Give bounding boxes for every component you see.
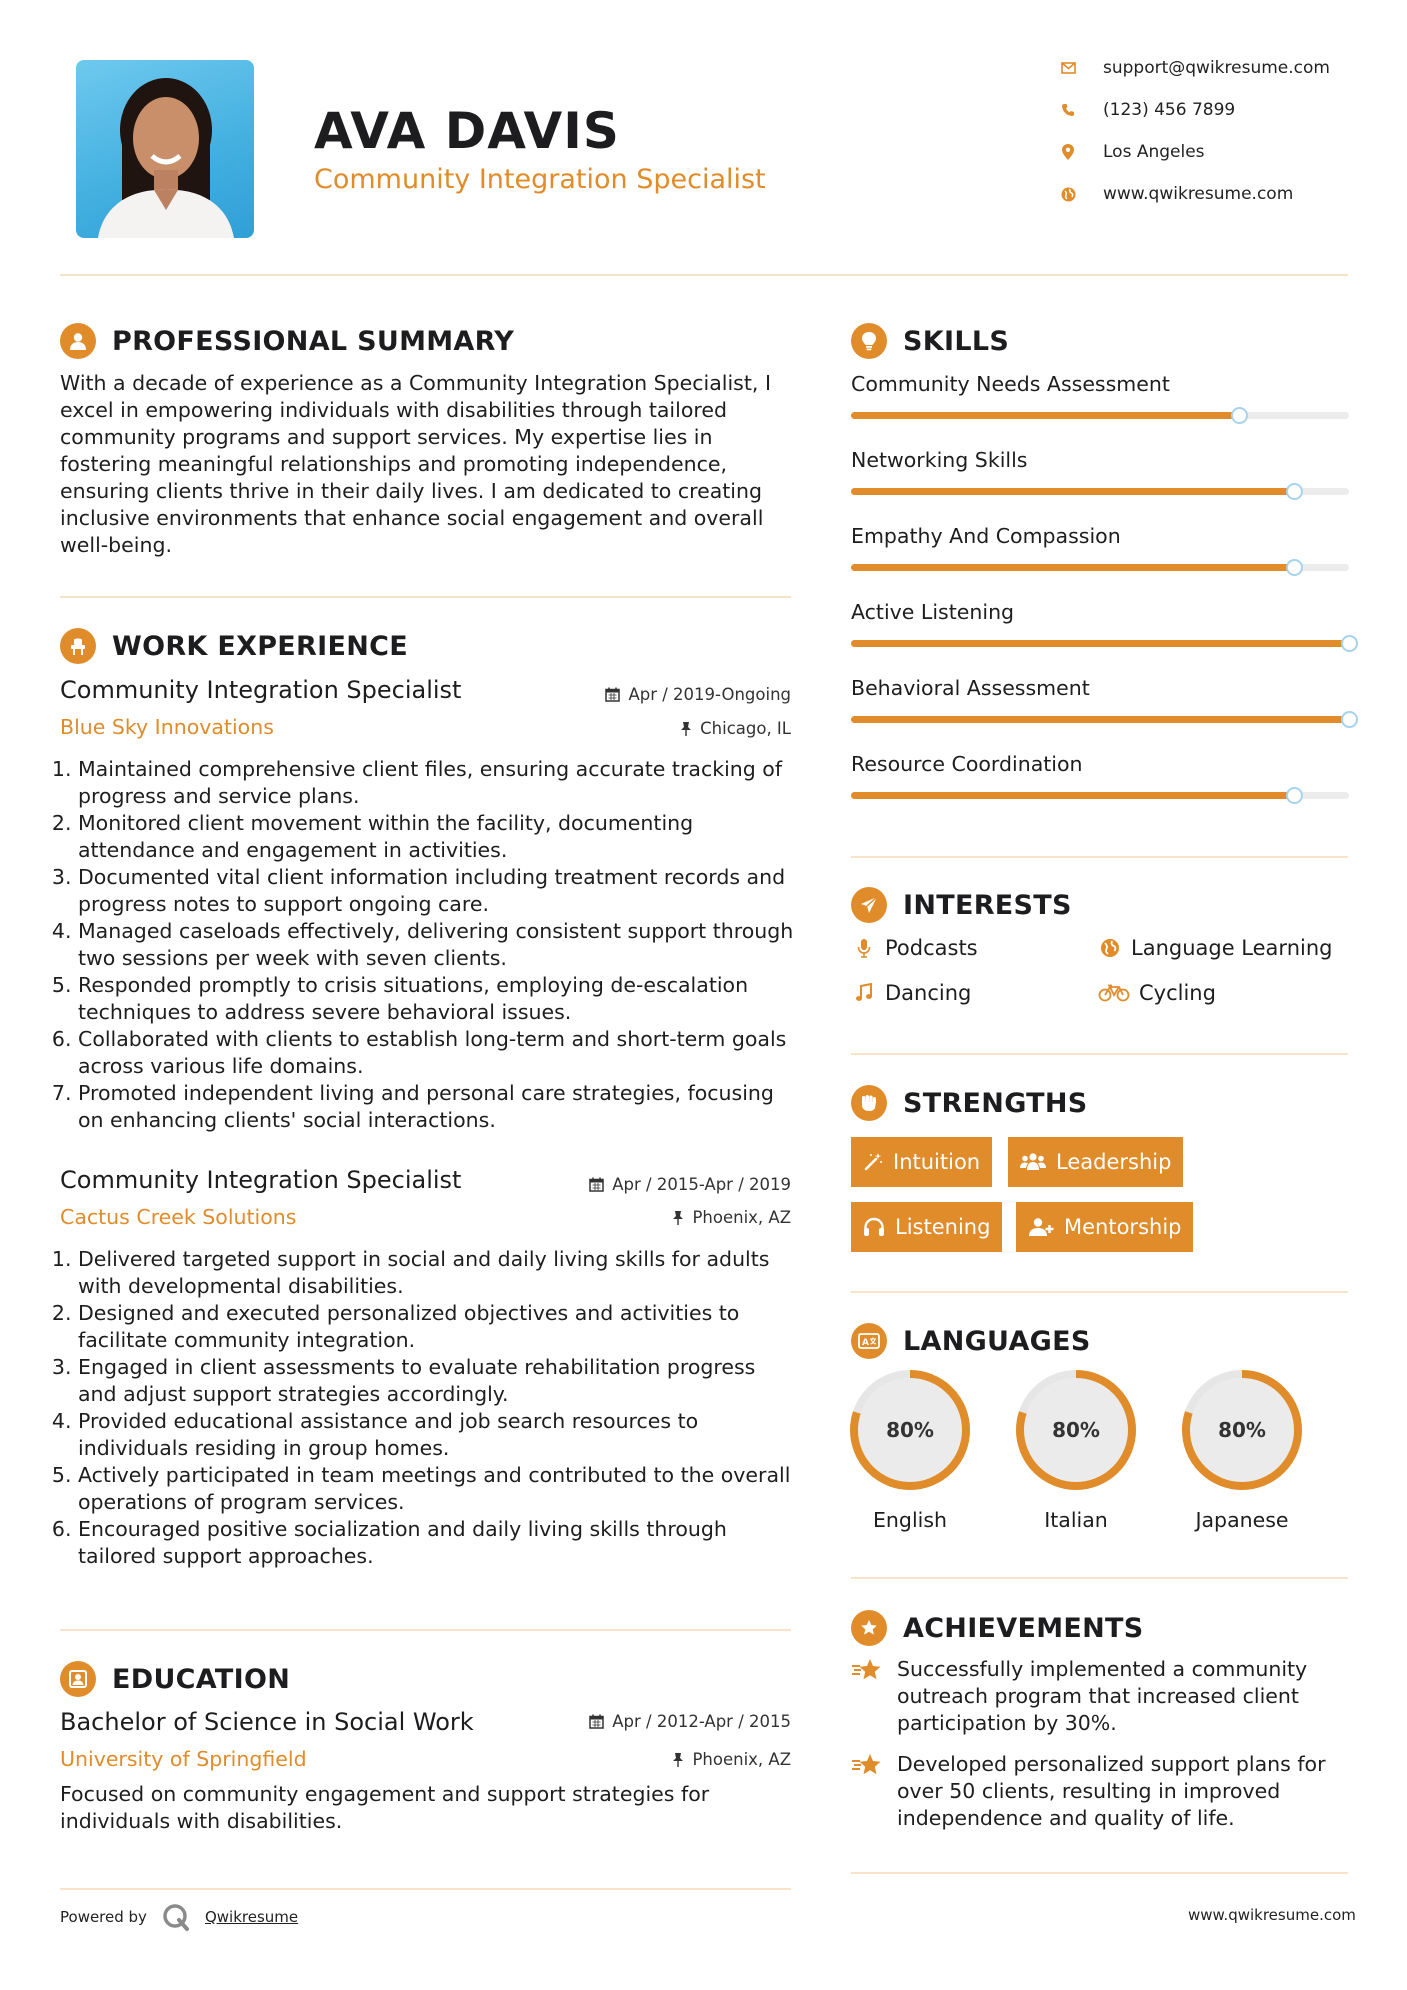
list-item: 5. Responded promptly to crisis situations, employing de-escalation techniques to address severe behavioral issues. [78, 972, 800, 1026]
skill-row [851, 752, 1349, 776]
header-divider [60, 274, 1348, 276]
summary-title: PROFESSIONAL SUMMARY [112, 325, 515, 357]
strengths-divider [851, 1291, 1348, 1293]
interests-title: INTERESTS [903, 889, 1072, 921]
skill-name: Resource Coordination [851, 752, 1083, 776]
skill-track [851, 412, 1349, 419]
skill-fill [851, 488, 1294, 495]
star-icon [851, 1751, 885, 1832]
education-dates [589, 1712, 791, 1731]
strengths-heading [851, 1085, 1088, 1121]
phone-icon [1055, 103, 1081, 117]
list-item: 4. Provided educational assistance and job search resources to individuals residing in group homes. [78, 1408, 800, 1462]
skills-title: SKILLS [903, 325, 1010, 357]
lightbulb-icon [851, 323, 887, 359]
strength-tag-leadership [1008, 1137, 1183, 1187]
pushpin-icon [680, 721, 692, 736]
calendar-icon [605, 687, 620, 702]
contact-email[interactable] [1055, 58, 1330, 78]
job-location [680, 719, 791, 738]
skill-name: Networking Skills [851, 448, 1028, 472]
achievements-title: ACHIEVEMENTS [903, 1612, 1144, 1644]
contact-phone[interactable] [1055, 100, 1235, 120]
list-item: 6. Encouraged positive socialization and daily living skills through tailored support approaches. [78, 1516, 800, 1570]
skill-slider-knob[interactable] [1341, 711, 1358, 728]
magic-wand-icon [863, 1152, 883, 1172]
skills-divider [851, 856, 1348, 858]
strength-label: Listening [895, 1215, 991, 1239]
list-item: 5. Actively participated in team meetings and contributed to the overall operations of program services. [78, 1462, 800, 1516]
list-item: 1. Maintained comprehensive client files, ensuring accurate tracking of progress and service plans. [78, 756, 800, 810]
language-percent: 80% [1218, 1418, 1266, 1442]
microphone-icon [851, 938, 877, 958]
language-percent: 80% [1052, 1418, 1100, 1442]
skill-track [851, 716, 1349, 723]
skill-name: Community Needs Assessment [851, 372, 1170, 396]
briefcase-icon [60, 628, 96, 664]
languages-heading [851, 1323, 1091, 1359]
language-percent: 80% [886, 1418, 934, 1442]
interest-item [851, 936, 978, 960]
footer-powered-by [60, 1902, 298, 1932]
interest-item [851, 981, 971, 1005]
contact-location-text: Los Angeles [1103, 142, 1205, 162]
strength-label: Mentorship [1064, 1215, 1182, 1239]
brand-link[interactable]: Qwikresume [204, 1908, 299, 1926]
fist-icon [851, 1085, 887, 1121]
list-item: 3. Engaged in client assessments to evaluate rehabilitation progress and adjust support strategies accordingly. [78, 1354, 800, 1408]
skill-slider-knob[interactable] [1341, 635, 1358, 652]
interest-label: Dancing [885, 981, 972, 1005]
language-item [1014, 1368, 1138, 1532]
skill-row [851, 448, 1349, 472]
education-dates-text: Apr / 2012-Apr / 2015 [612, 1712, 791, 1731]
interest-label: Language Learning [1131, 936, 1333, 960]
job-dates [605, 685, 791, 704]
bicycle-icon [1097, 984, 1131, 1002]
candidate-role: Community Integration Specialist [314, 164, 766, 195]
list-item: 7. Promoted independent living and personal care strategies, focusing on enhancing clients' social interactions. [78, 1080, 800, 1134]
languages-divider [851, 1577, 1348, 1579]
skill-row [851, 372, 1349, 396]
skill-track [851, 792, 1349, 799]
education-location [672, 1750, 791, 1769]
contact-location [1055, 142, 1205, 162]
contact-website-text: www.qwikresume.com [1103, 184, 1294, 204]
calendar-icon [589, 1177, 604, 1192]
job-title: Community Integration Specialist [60, 676, 462, 704]
language-name: Italian [1044, 1508, 1108, 1532]
skill-slider-knob[interactable] [1231, 407, 1248, 424]
map-pin-icon [1055, 144, 1081, 160]
strength-label: Leadership [1056, 1150, 1172, 1174]
profile-photo [76, 60, 254, 238]
school-name: University of Springfield [60, 1747, 307, 1771]
job-company: Blue Sky Innovations [60, 715, 274, 739]
globe-icon [1055, 187, 1081, 202]
skill-name: Active Listening [851, 600, 1015, 624]
experience-heading [60, 628, 408, 664]
skill-track [851, 564, 1349, 571]
summary-divider [60, 596, 791, 598]
experience-title: WORK EXPERIENCE [112, 630, 408, 662]
users-icon [1020, 1152, 1046, 1172]
job-location-text: Phoenix, AZ [692, 1208, 791, 1227]
language-name: Japanese [1195, 1508, 1289, 1532]
skill-track [851, 640, 1349, 647]
skill-slider-knob[interactable] [1286, 787, 1303, 804]
list-item: 6. Collaborated with clients to establish long-term and short-term goals across various life domains. [78, 1026, 800, 1080]
interests-divider [851, 1053, 1348, 1055]
list-item: 2. Monitored client movement within the facility, documenting attendance and engagement in activities. [78, 810, 800, 864]
user-icon [60, 323, 96, 359]
skill-name: Behavioral Assessment [851, 676, 1090, 700]
skills-heading [851, 323, 1009, 359]
job-location [672, 1208, 791, 1227]
calendar-icon [589, 1714, 604, 1729]
envelope-icon [1055, 62, 1081, 74]
achievement-text: Developed personalized support plans for over 50 clients, resulting in improved independence and quality of life. [897, 1752, 1326, 1830]
headphones-icon [863, 1217, 885, 1237]
list-item: 1. Delivered targeted support in social and daily living skills for adults with developmental disabilities. [78, 1246, 800, 1300]
achievement-item [851, 1751, 1351, 1832]
strengths-title: STRENGTHS [903, 1087, 1088, 1119]
education-description: Focused on community engagement and support strategies for individuals with disabilities. [60, 1782, 710, 1833]
achievements-heading [851, 1610, 1144, 1646]
interest-item [1097, 981, 1216, 1005]
education-location-text: Phoenix, AZ [692, 1750, 791, 1769]
skill-name: Empathy And Compassion [851, 524, 1121, 548]
globe-icon [1097, 938, 1123, 958]
list-item: 4. Managed caseloads effectively, delivering consistent support through two sessions per week with seven clients. [78, 918, 800, 972]
skill-fill [851, 640, 1349, 647]
footer-divider-left [60, 1888, 791, 1890]
degree-title: Bachelor of Science in Social Work [60, 1708, 474, 1736]
job-duties [60, 1246, 800, 1570]
strength-tag-listening [851, 1202, 1002, 1252]
strength-label: Intuition [893, 1150, 981, 1174]
skill-row [851, 600, 1349, 624]
paper-plane-icon [851, 887, 887, 923]
contact-website[interactable] [1055, 184, 1293, 204]
languages-title: LANGUAGES [903, 1325, 1091, 1357]
job-company: Cactus Creek Solutions [60, 1205, 297, 1229]
achievement-item [851, 1656, 1351, 1737]
contact-phone-text: (123) 456 7899 [1103, 100, 1236, 120]
contact-email-text: support@qwikresume.com [1103, 58, 1330, 78]
graduate-icon [60, 1661, 96, 1697]
footer-site-link[interactable]: www.qwikresume.com [1188, 1906, 1356, 1924]
interest-label: Podcasts [885, 936, 978, 960]
summary-heading [60, 323, 514, 359]
language-item [848, 1368, 972, 1532]
education-title: EDUCATION [112, 1663, 291, 1695]
list-item: 3. Documented vital client information including treatment records and progress notes to support ongoing care. [78, 864, 800, 918]
language-name: English [872, 1508, 948, 1532]
music-note-icon [851, 983, 877, 1003]
achievements-divider [851, 1872, 1348, 1874]
skill-slider-knob[interactable] [1286, 559, 1303, 576]
job-duties [60, 756, 800, 1134]
job-dates [589, 1175, 791, 1194]
skill-fill [851, 412, 1239, 419]
language-card-icon [851, 1323, 887, 1359]
education-heading [60, 1661, 290, 1697]
job-location-text: Chicago, IL [700, 719, 791, 738]
strength-tag-intuition [851, 1137, 992, 1187]
powered-by-text: Powered by [60, 1908, 147, 1926]
language-item [1180, 1368, 1304, 1532]
job-dates-text: Apr / 2015-Apr / 2019 [612, 1175, 791, 1194]
user-plus-icon [1028, 1217, 1054, 1237]
strength-tag-mentorship [1016, 1202, 1193, 1252]
list-item: 2. Designed and executed personalized objectives and activities to facilitate community integration. [78, 1300, 800, 1354]
skill-track [851, 488, 1349, 495]
star-icon [851, 1656, 885, 1737]
summary-text: With a decade of experience as a Community Integration Specialist, I excel in empowering individuals with disabilities through tailored community programs and support services. My expertise lies in fostering meaningful relationships and promoting independence, ensuring clients thrive in their daily lives. I am dedicated to creating inclusive environments that enhance social engagement and overall well-being. [60, 371, 771, 557]
svg-text:A: A [862, 1338, 869, 1348]
skill-fill [851, 564, 1294, 571]
interests-heading [851, 887, 1072, 923]
interest-item [1097, 936, 1332, 960]
achievement-text: Successfully implemented a community outreach program that increased client participation by 30%. [897, 1657, 1308, 1735]
skill-row [851, 676, 1349, 700]
job-dates-text: Apr / 2019-Ongoing [628, 685, 791, 704]
star-badge-icon [851, 1610, 887, 1646]
qwikresume-logo-icon [161, 1902, 191, 1932]
skill-slider-knob[interactable] [1286, 483, 1303, 500]
pushpin-icon [672, 1752, 684, 1767]
skill-fill [851, 792, 1294, 799]
candidate-name: AVA DAVIS [314, 102, 620, 160]
pushpin-icon [672, 1210, 684, 1225]
experience-divider [60, 1629, 791, 1631]
job-title: Community Integration Specialist [60, 1166, 462, 1194]
skill-fill [851, 716, 1349, 723]
skill-row [851, 524, 1349, 548]
interest-label: Cycling [1139, 981, 1216, 1005]
